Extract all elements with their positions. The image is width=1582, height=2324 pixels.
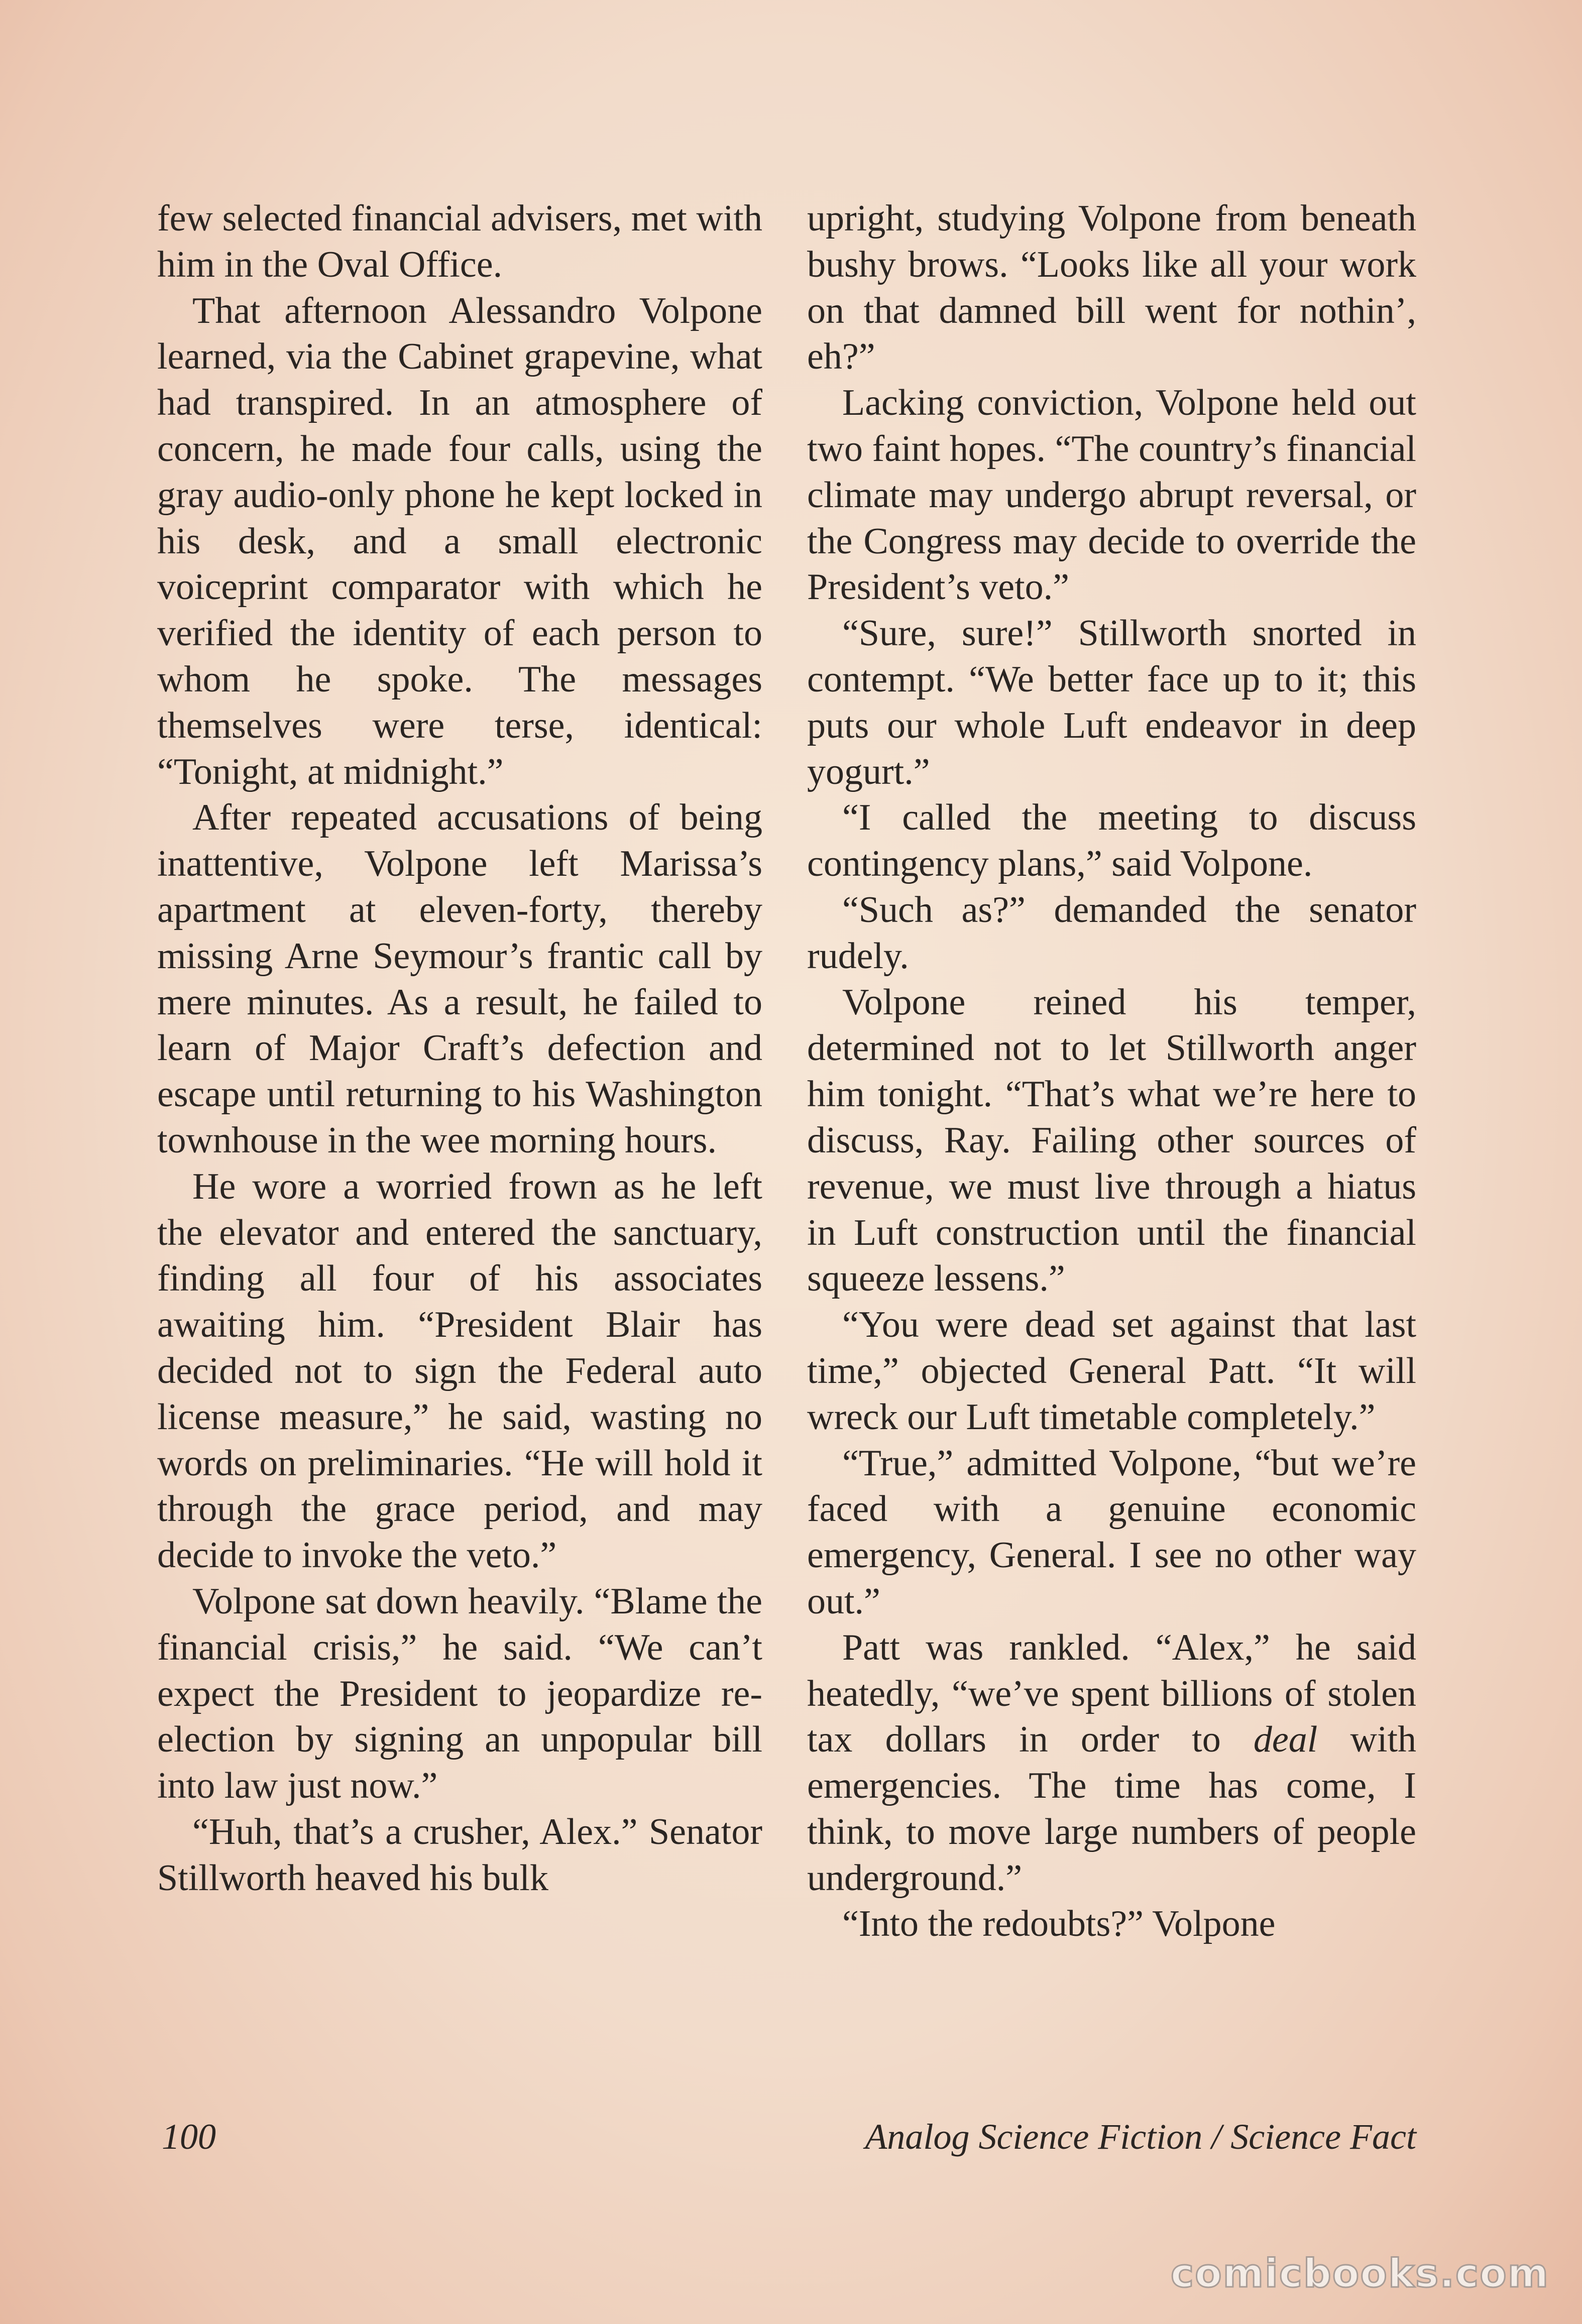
paragraph: Patt was rankled. “Alex,” he said heatedly, “we’ve spent billions of stolen tax dollars in order to deal with emergencies. The time has come, I think, to move large numbers of people underground.” — [807, 1626, 1417, 1899]
paragraph: “Such as?” demanded the senator rudely. — [807, 889, 1416, 977]
watermark: comicbooks.com — [1170, 2251, 1549, 2296]
running-footer-title: Analog Science Fiction / Science Fact — [865, 2117, 1416, 2157]
paragraph: upright, studying Volpone from beneath bushy brows. “Looks like all your work on that damned bill went for nothin’, eh?” — [807, 198, 1416, 378]
paragraph: Volpone reined his temper, determined not to let Stillworth anger him tonight. “That’s what we’re here to discuss, Ray. Failing other sources of revenue, we must live through a hiatus in Luft construction until the financial squeeze lessens.” — [807, 981, 1416, 1300]
paragraph: few selected financial advisers, met with him in the Oval Office. — [157, 198, 762, 285]
paragraph: “I called the meeting to discuss contingency plans,” said Volpone. — [807, 797, 1416, 885]
paragraph: He wore a worried frown as he left the elevator and entered the sanctuary, finding all four of his associates awaiting him. “President Blair has decided not to sign the Federal auto license measure,” he said, wasting no words on preliminaries. “He will hold it through the grace period, and may decide to invoke the veto.” — [157, 1166, 762, 1576]
emphasis: deal — [1253, 1719, 1318, 1761]
paragraph: That afternoon Alessandro Volpone learned, via the Cabinet grapevine, what had transpired. In an atmosphere of concern, he made four calls, using the gray audio-only phone he kept locked in his desk, and a small electronic voiceprint comparator with which he verified the identity of each person to whom he spoke. The messages themselves were terse, identical: “Tonight, at midnight.” — [157, 290, 762, 792]
paragraph: “You were dead set against that last time,” objected General Patt. “It will wreck our Luft timetable completely.” — [807, 1304, 1416, 1438]
paragraph: Lacking conviction, Volpone held out two faint hopes. “The country’s financial climate may undergo abrupt reversal, or the Congress may decide to override the President’s veto.” — [807, 382, 1416, 608]
left-text-column — [157, 196, 762, 1901]
right-text-column — [807, 196, 1416, 1947]
paragraph: “Sure, sure!” Stillworth snorted in contempt. “We better face up to it; this puts our whole Luft endeavor in deep yogurt.” — [807, 613, 1416, 792]
paragraph: After repeated accusations of being inattentive, Volpone left Marissa’s apartment at eleven-forty, thereby missing Arne Seymour’s frantic call by mere minutes. As a result, he failed to learn of Major Craft’s defection and escape until returning to his Washington townhouse in the wee morning hours. — [157, 797, 762, 1161]
paragraph: “True,” admitted Volpone, “but we’re faced with a genuine economic emergency, General. I see no other way out.” — [807, 1442, 1416, 1622]
paragraph: “Huh, that’s a crusher, Alex.” Senator Stillworth heaved his bulk — [157, 1811, 762, 1899]
paragraph: Volpone sat down heavily. “Blame the financial crisis,” he said. “We can’t expect the President to jeopardize re-election by signing an unpopular bill into law just now.” — [157, 1580, 762, 1807]
page-number: 100 — [162, 2117, 216, 2157]
paragraph: “Into the redoubts?” Volpone — [842, 1903, 1276, 1945]
